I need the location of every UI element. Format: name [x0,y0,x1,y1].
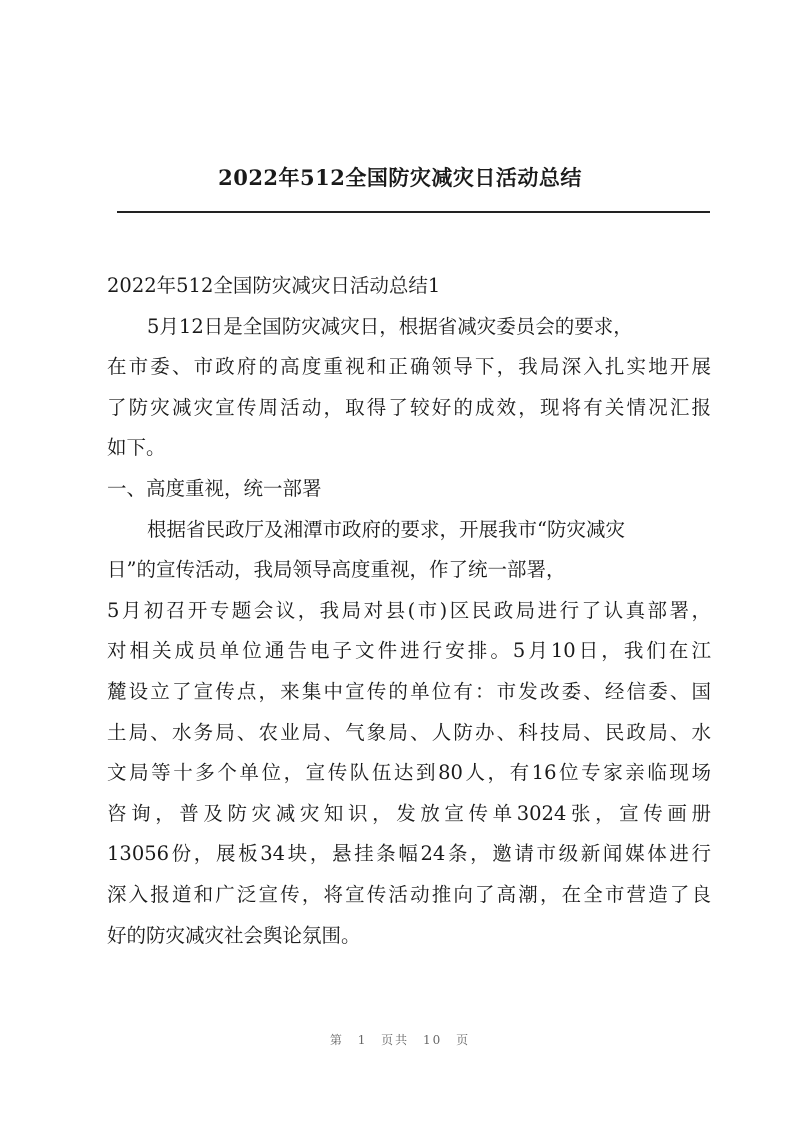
paragraph-2 [107,510,711,957]
paragraph-line: 深入报道和广泛宣传，将宣传活动推向了高潮，在全市营造了良 [107,882,711,906]
paragraph-line: 5月初召开专题会议，我局对县(市)区民政局进行了认真部署， [107,598,711,622]
paragraph-line: 如下。 [107,436,166,460]
footer-total-pages: 10 [423,1033,443,1047]
document-title: 2022年512全国防灾减灾日活动总结 [218,165,582,190]
paragraph-line: 土局、水务局、农业局、气象局、人防办、科技局、民政局、水 [107,720,711,744]
footer-suffix: 页 [456,1033,471,1047]
paragraph-line: 咨询，普及防灾减灾知识，发放宣传单3024张，宣传画册 [107,801,711,825]
paragraph-line: 好的防灾减灾社会舆论氛围。 [107,923,361,947]
subtitle-line: 2022年512全国防灾减灾日活动总结1 [107,274,441,297]
paragraph-line: 13056份，展板34块，悬挂条幅24条，邀请市级新闻媒体进行 [107,842,711,866]
paragraph-line: 在市委、市政府的高度重视和正确领导下，我局深入扎实地开展 [107,355,711,379]
document-subtitle [107,266,711,307]
document-body [107,266,711,956]
section-heading-text: 一、高度重视，统一部署 [107,476,322,500]
paragraph-line: 了防灾减灾宣传周活动，取得了较好的成效，现将有关情况汇报 [107,395,711,419]
footer-current-page: 1 [357,1033,368,1047]
footer-prefix: 第 [329,1033,344,1047]
footer-middle: 页共 [381,1033,410,1047]
paragraph-line: 文局等十多个单位，宣传队伍达到80人，有16位专家亲临现场 [107,761,711,785]
paragraph-line: 对相关成员单位通告电子文件进行安排。5月10日，我们在江 [107,639,711,663]
title-underline [117,211,710,213]
paragraph-line: 根据省民政厅及湘潭市政府的要求，开展我市“防灾减灾 [147,517,625,541]
paragraph-line: 麓设立了宣传点，来集中宣传的单位有：市发改委、经信委、国 [107,679,711,703]
paragraph-line: 日”的宣传活动，我局领导高度重视，作了统一部署， [107,558,566,582]
page-footer [0,1031,800,1048]
paragraph-line: 5月12日是全国防灾减灾日，根据省减灾委员会的要求， [147,314,633,338]
section-heading [107,469,711,510]
paragraph-1 [107,307,711,469]
